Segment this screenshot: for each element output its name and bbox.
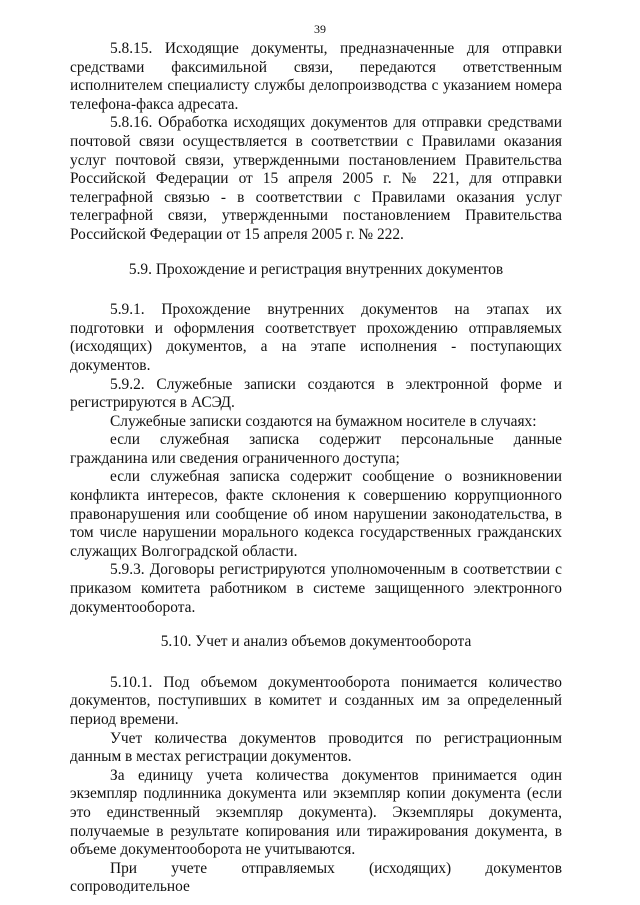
paragraph-5-10-1: 5.10.1. Под объемом документооборота понимается количество документов, поступивших в комитет и созданных им за определенный период времени. xyxy=(70,673,562,728)
paragraph-5-9-3: 5.9.3. Договоры регистрируются уполномоченным в соответствии с приказом комитета работником в системе защищенного электронного документооборота. xyxy=(70,561,562,616)
paragraph-paper-cases: Служебные записки создаются на бумажном носителе в случаях: xyxy=(110,412,537,430)
paragraph-conflict-case: если служебная записка содержит сообщение о возникновении конфликта интересов, факте склонения к совершению коррупционного правонарушения или сообщение об ином нарушении законодательства, в том числе нарушении морального кодекса государственных гражданских служащих Волгоградской области. xyxy=(70,468,562,560)
section-heading-5-10: 5.10. Учет и анализ объемов документооборота xyxy=(160,633,472,651)
page-number: 39 xyxy=(314,22,326,36)
document-body xyxy=(70,40,562,897)
paragraph-outgoing-count: При учете отправляемых (исходящих) документов сопроводительное xyxy=(70,859,562,896)
paragraph-5-8-15: 5.8.15. Исходящие документы, предназначенные для отправки средствами факсимильной связи, передаются ответственным исполнителем специалисту службы делопроизводства с указанием номера телефона-факса адресата. xyxy=(70,40,562,113)
paragraph-registration-data: Учет количества документов проводится по регистрационным данным в местах регистрации документов. xyxy=(70,729,562,766)
paragraph-personal-data-case: если служебная записка содержит персональные данные гражданина или сведения ограниченного доступа; xyxy=(70,431,562,467)
section-heading-5-9: 5.9. Прохождение и регистрация внутренних документов xyxy=(128,260,504,278)
paragraph-5-9-2: 5.9.2. Служебные записки создаются в электронной форме и регистрируются в АСЭД. xyxy=(70,375,562,412)
paragraph-unit-of-count: За единицу учета количества документов принимается один экземпляр подлинника документа или экземпляр копии документа (если это единственный экземпляр документа). Экземпляры документа, получаемые в результате копирования или тиражирования документа, в объеме документооборота не учитываются. xyxy=(70,766,562,859)
paragraph-5-9-1: 5.9.1. Прохождение внутренних документов на этапах их подготовки и оформления соответствует прохождению отправляемых (исходящих) документов, а на этапе исполнения - поступающих документов. xyxy=(70,301,562,374)
paragraph-5-8-16: 5.8.16. Обработка исходящих документов для отправки средствами почтовой связи осуществляется в соответствии с Правилами оказания услуг почтовой связи, утвержденными постановлением Правительства Российской Федерации от 15 апреля 2005 г. № 221, для отправки телеграфной связью - в соответствии с Правилами оказания услуг телеграфной связи, утвержденными постановлением Правительства Российской Федерации от 15 апреля 2005 г. № 222. xyxy=(70,114,562,243)
